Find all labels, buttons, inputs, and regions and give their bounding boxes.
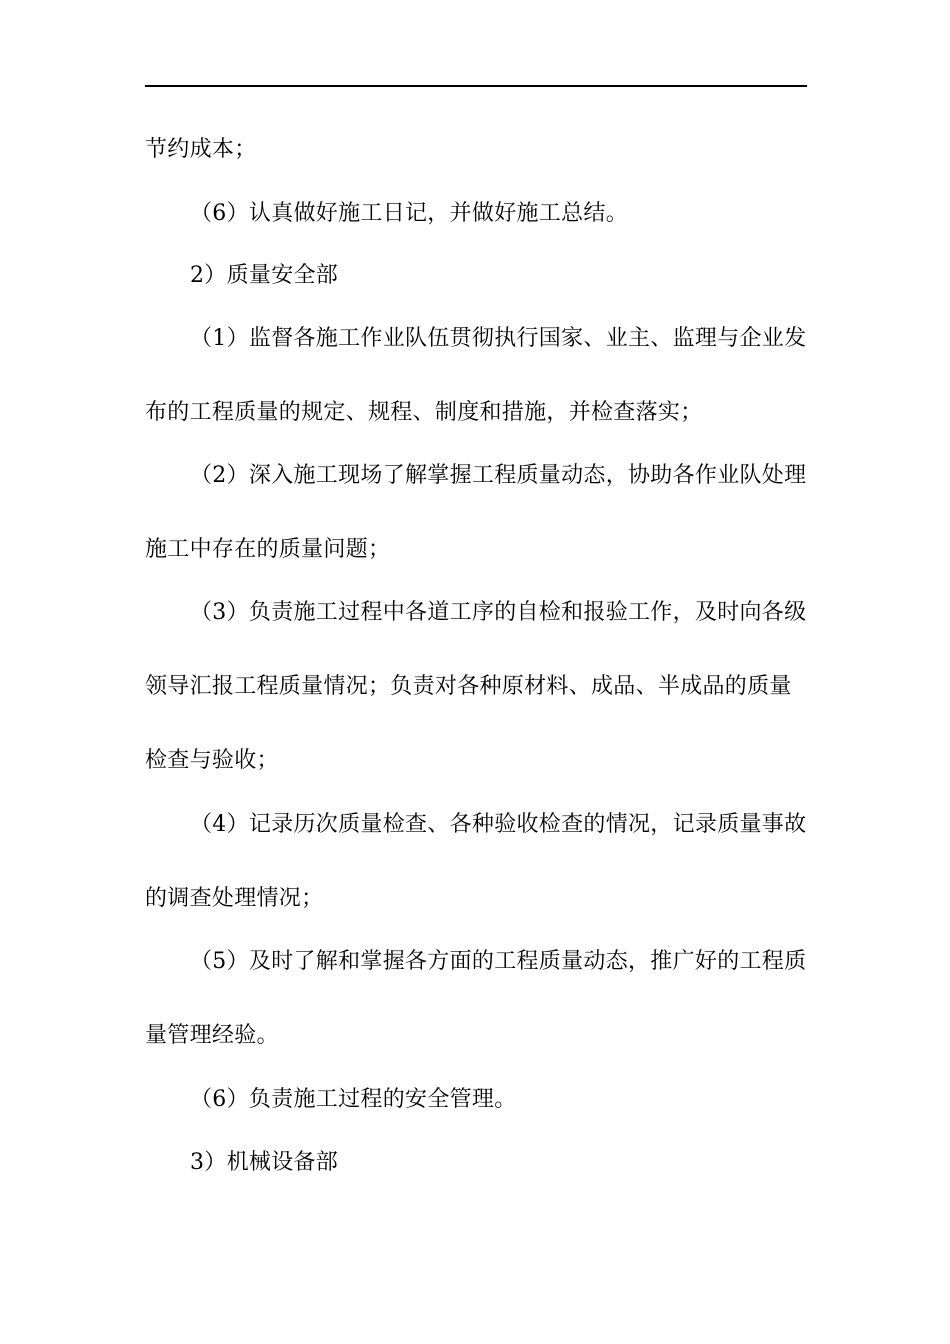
- text-line: （4）记录历次质量检查、各种验收检查的情况，记录质量事故: [190, 812, 807, 837]
- text-line: （3）负责施工过程中各道工序的自检和报验工作，及时向各级: [190, 600, 807, 625]
- header-rule: [145, 85, 807, 87]
- text-line: 施工中存在的质量问题；: [145, 537, 391, 562]
- text-line: （5）及时了解和掌握各方面的工程质量动态，推广好的工程质: [190, 949, 807, 974]
- text-line: （6）认真做好施工日记，并做好施工总结。: [190, 201, 628, 226]
- text-line: 节约成本；: [145, 137, 257, 162]
- text-line: （1）监督各施工作业队伍贯彻执行国家、业主、监理与企业发: [190, 326, 807, 351]
- text-line: 的调查处理情况；: [145, 886, 324, 911]
- section-heading: 2）质量安全部: [190, 263, 339, 288]
- text-line: 布的工程质量的规定、规程、制度和措施，并检查落实；: [145, 400, 703, 425]
- text-line: （2）深入施工现场了解掌握工程质量动态，协助各作业队处理: [190, 463, 807, 488]
- text-line: 量管理经验。: [145, 1023, 279, 1048]
- text-line: 检查与验收；: [145, 748, 279, 773]
- text-line: 领导汇报工程质量情况；负责对各种原材料、成品、半成品的质量: [145, 674, 792, 699]
- section-heading: 3）机械设备部: [190, 1150, 339, 1175]
- text-line: （6）负责施工过程的安全管理。: [190, 1087, 517, 1112]
